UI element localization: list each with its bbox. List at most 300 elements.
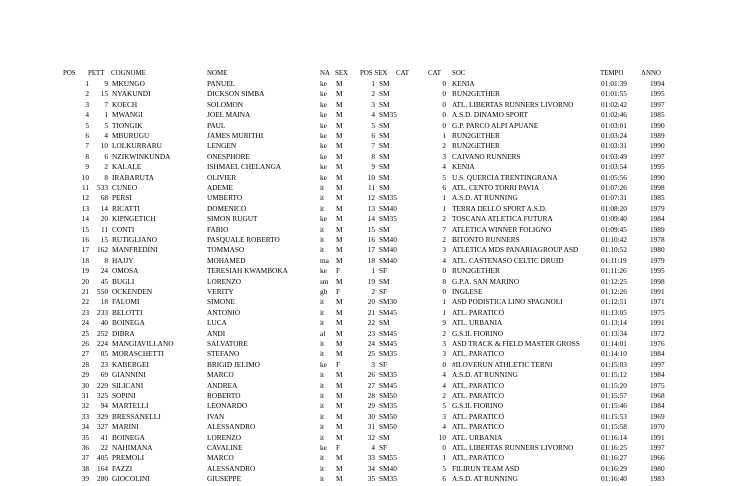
cell-cat-pos: 0 — [442, 120, 446, 130]
table-row — [0, 141, 741, 150]
cell-pett: 8 — [104, 172, 108, 182]
cell-sex: F — [336, 359, 341, 369]
cell-cat-pos: 3 — [442, 339, 446, 348]
cell-soc: #ILOVERUN ATHLETIC TERNI — [452, 359, 553, 369]
cell-pos: 31 — [81, 391, 89, 400]
cell-pos-sex: 7 — [371, 141, 375, 151]
cell-pos-sex: 1 — [371, 79, 375, 88]
table-row — [0, 162, 741, 171]
cell-pos: 4 — [85, 110, 89, 120]
cell-tempo: 01:10:52 — [601, 245, 627, 255]
cell-pos: 28 — [81, 359, 89, 369]
table-row — [0, 443, 741, 452]
cell-cat-pos: 0 — [442, 359, 446, 369]
cell-cat: SM40 — [379, 255, 397, 265]
cell-sex: M — [336, 110, 343, 120]
cell-tempo: 01:15:20 — [601, 380, 627, 390]
cell-sex: M — [336, 131, 343, 140]
cell-cat: SM — [379, 151, 390, 161]
cell-soc: RUN2GETHER — [452, 131, 500, 140]
cell-tempo: 01:01:55 — [601, 89, 627, 99]
table-row — [0, 308, 741, 317]
cell-naz: ke — [320, 99, 327, 109]
cell-nome: PAUL — [207, 120, 226, 130]
table-row — [0, 89, 741, 98]
cell-sex: M — [336, 79, 343, 88]
table-row — [0, 131, 741, 140]
cell-soc: G.S.IL FIORINO — [452, 401, 504, 411]
cell-sex: F — [336, 266, 341, 276]
cell-sex: M — [336, 172, 343, 182]
cell-cat: SM — [379, 79, 390, 88]
cell-pos: 14 — [81, 214, 89, 224]
cell-naz: ke — [320, 131, 327, 140]
table-row — [0, 370, 741, 379]
cell-pos: 6 — [85, 131, 89, 140]
cell-cognome: PERSI — [112, 193, 132, 203]
cell-nome: ADEME — [207, 183, 233, 192]
cell-naz: ke — [320, 214, 327, 224]
cell-anno: 1989 — [650, 224, 665, 234]
table-row — [0, 193, 741, 202]
cell-sex: M — [336, 401, 343, 411]
cell-cat: SM40 — [379, 203, 397, 213]
cell-nome: GIUSEPPE — [207, 474, 242, 484]
table-row — [0, 318, 741, 327]
cell-cat: SM — [379, 131, 390, 140]
cell-cat-pos: 0 — [442, 79, 446, 88]
cell-anno: 1985 — [650, 193, 665, 203]
cell-cat: SF — [379, 266, 388, 276]
cell-anno: 1979 — [650, 255, 665, 265]
cell-nome: OLIVIER — [207, 172, 237, 182]
cell-pos: 25 — [81, 328, 89, 338]
cell-soc: BITONTO RUNNERS — [452, 235, 520, 244]
cell-cognome: CUNEO — [112, 183, 138, 192]
cell-sex: M — [336, 120, 343, 130]
cell-pett: 68 — [100, 193, 108, 203]
cell-anno: 1980 — [650, 463, 665, 473]
cell-cognome: FAZZI — [112, 463, 133, 473]
cell-sex: M — [336, 89, 343, 99]
cell-cat-pos: 1 — [442, 131, 446, 140]
cell-cognome: GIOCOLINI — [112, 474, 150, 484]
cell-pett: 6 — [104, 151, 108, 161]
cell-nome: JOEL MAINA — [207, 110, 251, 120]
cell-sex: M — [336, 328, 343, 338]
cell-cognome: BOINEGA — [112, 318, 145, 328]
cell-soc: U.S. QUERCIA TRENTINGRANA — [452, 172, 558, 182]
table-row — [0, 100, 741, 109]
cell-anno: 1979 — [650, 203, 665, 213]
cell-cognome: FALOMI — [112, 297, 140, 307]
cell-pos: 15 — [81, 224, 89, 234]
cell-naz: it — [320, 411, 325, 421]
cell-cognome: MORASCHETTI — [112, 349, 164, 359]
cell-cat-pos: 4 — [442, 380, 446, 390]
cell-pos-sex: 4 — [371, 110, 375, 120]
cell-cat: SF — [379, 287, 388, 296]
cell-naz: it — [320, 203, 325, 213]
cell-tempo: 01:16:25 — [601, 443, 627, 452]
cell-anno: 1998 — [650, 183, 665, 192]
cell-nome: PANUEL — [207, 79, 236, 88]
cell-pos-sex: 16 — [367, 235, 375, 244]
cell-pett: 162 — [97, 245, 108, 255]
cell-soc: FILIRUN TEAM ASD — [452, 463, 520, 473]
cell-cat: SF — [379, 443, 388, 452]
cell-anno: 1975 — [650, 307, 665, 317]
header-cognome: COGNOME — [111, 70, 146, 77]
cell-sex: M — [336, 183, 343, 192]
cell-pos-sex: 33 — [367, 453, 375, 463]
cell-anno: 1984 — [650, 401, 665, 411]
cell-nome: TERESIAH KWAMBOKA — [207, 266, 288, 276]
cell-cognome: OMOSA — [112, 266, 139, 276]
table-header — [0, 69, 741, 78]
cell-pos-sex: 12 — [367, 193, 375, 203]
cell-cat-pos: 5 — [442, 401, 446, 411]
cell-cat: SM40 — [379, 245, 397, 255]
cell-cognome: KIPNGETICH — [112, 214, 156, 224]
cell-anno: 1990 — [650, 172, 665, 182]
cell-sex: M — [336, 422, 343, 432]
header-nome: NOME — [207, 70, 228, 77]
header-pos-sex: POS SEX — [360, 70, 388, 77]
cell-naz: ke — [320, 79, 327, 88]
cell-pos: 29 — [81, 370, 89, 380]
cell-cat-pos: 8 — [442, 276, 446, 286]
cell-soc: A.S.D. AT RUNNING — [452, 193, 518, 203]
cell-nome: ALESSANDRO — [207, 422, 256, 432]
cell-naz: it — [320, 422, 325, 432]
table-row — [0, 235, 741, 244]
cell-naz: it — [320, 245, 325, 255]
table-row — [0, 401, 741, 410]
cell-cat: SM40 — [379, 463, 397, 473]
cell-pos-sex: 23 — [367, 328, 375, 338]
table-row — [0, 287, 741, 296]
cell-tempo: 01:03:49 — [601, 151, 627, 161]
cell-tempo: 01:12:51 — [601, 297, 627, 307]
cell-pos-sex: 9 — [371, 162, 375, 172]
cell-pos-sex: 26 — [367, 370, 375, 380]
cell-cat-pos: 3 — [442, 245, 446, 255]
cell-nome: IVAN — [207, 411, 225, 421]
cell-sex: M — [336, 349, 343, 359]
cell-cat-pos: 10 — [438, 432, 446, 442]
cell-tempo: 01:03:31 — [601, 141, 627, 151]
cell-sex: M — [336, 463, 343, 473]
cell-pett: 8 — [104, 255, 108, 265]
cell-soc: TERRA DELLO SPORT A.S.D. — [452, 203, 547, 213]
cell-cognome: KOECH — [112, 99, 138, 109]
cell-cognome: MWANGI — [112, 110, 143, 120]
cell-anno: 1966 — [650, 453, 665, 463]
cell-pett: 11 — [100, 224, 108, 234]
cell-nome: LENGEN — [207, 141, 237, 151]
cell-nome: LEONARDO — [207, 401, 248, 411]
cell-cat-pos: 4 — [442, 422, 446, 432]
table-row — [0, 204, 741, 213]
table-row — [0, 225, 741, 234]
cell-cat: SM50 — [379, 422, 397, 432]
cell-pett: 18 — [100, 297, 108, 307]
cell-cat: SM — [379, 99, 390, 109]
cell-naz: ke — [320, 172, 327, 182]
cell-nome: LORENZO — [207, 432, 242, 442]
cell-cat: SM45 — [379, 307, 397, 317]
table-row — [0, 183, 741, 192]
cell-cat: SM35 — [379, 110, 397, 120]
cell-anno: 1997 — [650, 359, 665, 369]
cell-pett: 7 — [104, 99, 108, 109]
cell-tempo: 01:10:42 — [601, 235, 627, 244]
cell-tempo: 01:15:46 — [601, 401, 627, 411]
cell-cognome: CONTI — [112, 224, 135, 234]
cell-pos-sex: 10 — [367, 172, 375, 182]
cell-nome: MARCO — [207, 453, 234, 463]
cell-sex: M — [336, 453, 343, 463]
cell-sex: M — [336, 245, 343, 255]
table-row — [0, 433, 741, 442]
cell-naz: ke — [320, 141, 327, 151]
table-row — [0, 297, 741, 306]
cell-naz: al — [320, 328, 326, 338]
cell-cat: SM — [379, 89, 390, 99]
cell-cat: SM — [379, 172, 390, 182]
header-pos: POS — [63, 70, 76, 77]
cell-naz: ke — [320, 266, 327, 276]
cell-cat-pos: 2 — [442, 141, 446, 151]
cell-nome: TOMMASO — [207, 245, 245, 255]
cell-soc: ATL. PARATICO — [452, 411, 505, 421]
cell-tempo: 01:15:58 — [601, 422, 627, 432]
cell-cognome: BRESSANELLI — [112, 411, 161, 421]
cell-tempo: 01:03:24 — [601, 131, 627, 140]
cell-anno: 1978 — [650, 235, 665, 244]
cell-naz: it — [320, 380, 325, 390]
cell-pos: 37 — [81, 453, 89, 463]
cell-soc: ATLETICA WINNER FOLIGNO — [452, 224, 552, 234]
cell-cat-pos: 3 — [442, 151, 446, 161]
table-row — [0, 381, 741, 390]
cell-naz: it — [320, 307, 325, 317]
cell-anno: 1997 — [650, 151, 665, 161]
cell-pos: 1 — [85, 79, 89, 88]
cell-tempo: 01:15:57 — [601, 391, 627, 400]
table-row — [0, 256, 741, 265]
cell-pett: 15 — [100, 235, 108, 244]
cell-pett: 533 — [97, 183, 108, 192]
cell-cat: SF — [379, 359, 388, 369]
cell-pos-sex: 2 — [371, 89, 375, 99]
cell-cat-pos: 9 — [442, 318, 446, 328]
cell-pett: 229 — [97, 380, 108, 390]
cell-cat: SM35 — [379, 193, 397, 203]
cell-anno: 1971 — [650, 297, 665, 307]
cell-anno: 1995 — [650, 89, 665, 99]
cell-tempo: 01:14:10 — [601, 349, 627, 359]
cell-cat-pos: 1 — [442, 453, 446, 463]
table-row — [0, 110, 741, 119]
cell-pett: 233 — [97, 307, 108, 317]
cell-nome: ANTONIO — [207, 307, 241, 317]
cell-sex: M — [336, 141, 343, 151]
cell-soc: A.S.D. DINAMO SPORT — [452, 110, 528, 120]
cell-cat-pos: 3 — [442, 411, 446, 421]
cell-pett: 15 — [100, 89, 108, 99]
cell-naz: it — [320, 463, 325, 473]
cell-naz: ke — [320, 89, 327, 99]
cell-sex: M — [336, 151, 343, 161]
header-anno: ANNO — [641, 70, 661, 77]
cell-anno: 1983 — [650, 474, 665, 484]
cell-cognome: OCKENDEN — [112, 287, 153, 296]
cell-cognome: SILICANI — [112, 380, 144, 390]
cell-nome: DOMENICO — [207, 203, 247, 213]
cell-soc: G.P. PARCO ALPI APUANE — [452, 120, 539, 130]
cell-nome: PASQUALE ROBERTO — [207, 235, 280, 244]
cell-pett: 69 — [100, 370, 108, 380]
cell-sex: M — [336, 307, 343, 317]
table-row — [0, 474, 741, 483]
table-row — [0, 391, 741, 400]
cell-cat-pos: 0 — [442, 89, 446, 99]
cell-naz: gb — [320, 287, 328, 296]
cell-sex: M — [336, 224, 343, 234]
cell-cognome: BUGLI — [112, 276, 135, 286]
cell-pett: 23 — [100, 359, 108, 369]
cell-soc: ATL. PARATICO — [452, 380, 505, 390]
cell-pos-sex: 25 — [367, 349, 375, 359]
cell-naz: it — [320, 401, 325, 411]
cell-cognome: LOLKURRARU — [112, 141, 162, 151]
cell-pett: 45 — [100, 276, 108, 286]
cell-nome: FABIO — [207, 224, 229, 234]
cell-naz: ke — [320, 443, 327, 452]
cell-anno: 1985 — [650, 110, 665, 120]
cell-naz: it — [320, 297, 325, 307]
cell-tempo: 01:12:25 — [601, 276, 627, 286]
table-row — [0, 266, 741, 275]
cell-pos: 8 — [85, 151, 89, 161]
cell-sex: M — [336, 432, 343, 442]
cell-cognome: RUTIGLIANO — [112, 235, 157, 244]
cell-anno: 1991 — [650, 432, 665, 442]
cell-nome: UMBERTO — [207, 193, 243, 203]
table-row — [0, 152, 741, 161]
cell-cognome: RICATTI — [112, 203, 140, 213]
header-naz: NA — [320, 70, 330, 77]
table-row — [0, 214, 741, 223]
cell-nome: ISHMAEL CHELANGA — [207, 162, 282, 172]
table-row — [0, 173, 741, 182]
header-cat-pos: CAT — [428, 70, 442, 77]
cell-tempo: 01:13:34 — [601, 328, 627, 338]
cell-sex: M — [336, 380, 343, 390]
cell-cat-pos: 4 — [442, 370, 446, 380]
cell-nome: SIMONE — [207, 297, 235, 307]
cell-cat: SM45 — [379, 380, 397, 390]
cell-soc: INGLESE — [452, 287, 483, 296]
cell-pett: 550 — [97, 287, 108, 296]
cell-pett: 327 — [97, 422, 108, 432]
cell-naz: it — [320, 391, 325, 400]
cell-sex: F — [336, 443, 341, 452]
cell-naz: ke — [320, 151, 327, 161]
cell-tempo: 01:07:31 — [601, 193, 627, 203]
cell-cat: SM50 — [379, 391, 397, 400]
cell-pett: 2 — [104, 162, 108, 172]
header-tempo: TEMPO — [600, 70, 624, 77]
table-row — [0, 79, 741, 88]
cell-anno: 1984 — [650, 214, 665, 224]
cell-pett: 329 — [97, 411, 108, 421]
cell-cognome: GIANNINI — [112, 370, 146, 380]
cell-cat: SM45 — [379, 339, 397, 348]
cell-cognome: BELOTTI — [112, 307, 143, 317]
cell-soc: ATL. URBANIA — [452, 432, 503, 442]
cell-pos: 11 — [81, 183, 89, 192]
cell-pett: 252 — [97, 328, 108, 338]
cell-cat: SM — [379, 224, 390, 234]
cell-sex: M — [336, 339, 343, 348]
cell-tempo: 01:16:27 — [601, 453, 627, 463]
cell-soc: ATLETICA MDS PANARIAGROUP ASD — [452, 245, 579, 255]
cell-cat: SM35 — [379, 401, 397, 411]
cell-soc: ASD PODISTICA LINO SPAGNOLI — [452, 297, 563, 307]
header-cat: CAT — [396, 70, 410, 77]
cell-anno: 1980 — [650, 245, 665, 255]
cell-cat: SM — [379, 432, 390, 442]
cell-cat: SM — [379, 276, 390, 286]
cell-soc: RUN2GETHER — [452, 89, 500, 99]
cell-cognome: NYAKUNDI — [112, 89, 151, 99]
header-sex: SEX — [335, 70, 349, 77]
cell-pett: 1 — [104, 110, 108, 120]
cell-pos-sex: 35 — [367, 474, 375, 484]
cell-anno: 1995 — [650, 162, 665, 172]
cell-pos: 10 — [81, 172, 89, 182]
cell-sex: M — [336, 391, 343, 400]
cell-pos-sex: 28 — [367, 391, 375, 400]
cell-pos-sex: 14 — [367, 214, 375, 224]
cell-sex: M — [336, 255, 343, 265]
cell-soc: ATL. URBANIA — [452, 318, 503, 328]
cell-anno: 1994 — [650, 79, 665, 88]
cell-cognome: MARTELLI — [112, 401, 149, 411]
cell-soc: A.S.D. AT RUNNING — [452, 370, 518, 380]
cell-cat: SM45 — [379, 328, 397, 338]
cell-pett: 24 — [100, 266, 108, 276]
cell-anno: 1970 — [650, 422, 665, 432]
cell-naz: it — [320, 432, 325, 442]
cell-pos: 2 — [85, 89, 89, 99]
cell-nome: MOHAMED — [207, 255, 246, 265]
cell-nome: MARCO — [207, 370, 234, 380]
cell-cat: SM — [379, 120, 390, 130]
cell-cat: SM35 — [379, 349, 397, 359]
cell-pett: 164 — [97, 463, 108, 473]
cell-anno: 1972 — [650, 328, 665, 338]
cell-pos: 27 — [81, 349, 89, 359]
cell-pos: 26 — [81, 339, 89, 348]
cell-cognome: NZIKWINKUNDA — [112, 151, 171, 161]
table-row — [0, 453, 741, 462]
cell-tempo: 01:13:05 — [601, 307, 627, 317]
cell-pos: 33 — [81, 411, 89, 421]
